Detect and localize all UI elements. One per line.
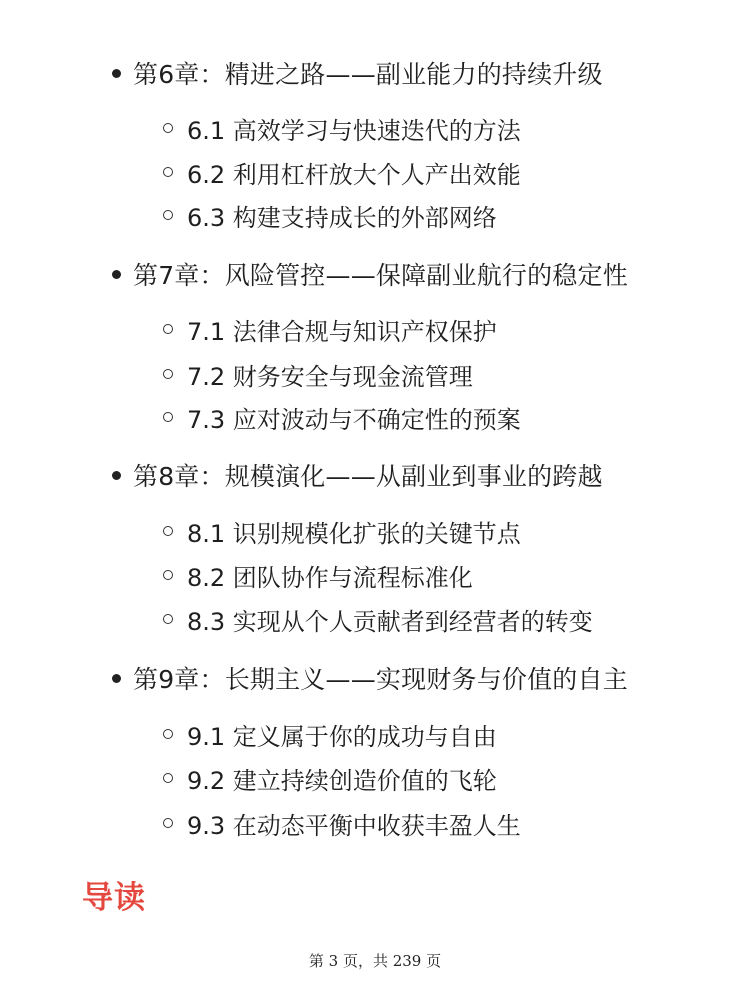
circle-bullet-icon: [163, 369, 173, 379]
section-title: 8.3 实现从个人贡献者到经营者的转变: [187, 607, 593, 636]
circle-bullet-icon: [163, 570, 173, 580]
chapter-title: 第6章：精进之路——副业能力的持续升级: [133, 60, 603, 89]
section-title: 7.2 财务安全与现金流管理: [187, 362, 473, 391]
circle-bullet-icon: [163, 210, 173, 220]
section-title: 9.1 定义属于你的成功与自由: [187, 722, 497, 751]
circle-bullet-icon: [163, 773, 173, 783]
chapter-title: 第7章：风险管控——保障副业航行的稳定性: [133, 261, 628, 290]
section-title: 6.1 高效学习与快速迭代的方法: [187, 116, 521, 145]
chapter-title: 第9章：长期主义——实现财务与价值的自主: [133, 665, 628, 694]
section-title: 7.3 应对波动与不确定性的预案: [187, 405, 521, 434]
chapter-title: 第8章：规模演化——从副业到事业的跨越: [133, 462, 603, 491]
section-9-2: [163, 760, 497, 796]
section-8-2: [163, 557, 473, 593]
section-8-1: [163, 513, 521, 549]
section-title: 8.2 团队协作与流程标准化: [187, 563, 473, 592]
circle-bullet-icon: [163, 614, 173, 624]
bullet-icon: [112, 69, 121, 78]
section-7-2: [163, 356, 473, 392]
circle-bullet-icon: [163, 123, 173, 133]
section-title: 9.2 建立持续创造价值的飞轮: [187, 766, 497, 795]
circle-bullet-icon: [163, 818, 173, 828]
chapter-9: [112, 658, 628, 698]
chapter-7: [112, 254, 628, 294]
section-6-1: [163, 110, 521, 146]
section-title: 6.2 利用杠杆放大个人产出效能: [187, 160, 521, 189]
bullet-icon: [112, 471, 121, 480]
bullet-icon: [112, 270, 121, 279]
chapter-8: [112, 455, 603, 495]
section-9-1: [163, 716, 497, 752]
chapter-6: [112, 53, 603, 93]
page-number: 第 3 页，共 239 页: [308, 952, 442, 970]
circle-bullet-icon: [163, 167, 173, 177]
section-title: 9.3 在动态平衡中收获丰盈人生: [187, 811, 521, 840]
section-8-3: [163, 601, 593, 637]
section-9-3: [163, 805, 521, 841]
bullet-icon: [112, 674, 121, 683]
circle-bullet-icon: [163, 729, 173, 739]
circle-bullet-icon: [163, 526, 173, 536]
circle-bullet-icon: [163, 324, 173, 334]
section-title: 7.1 法律合规与知识产权保护: [187, 317, 497, 346]
section-6-3: [163, 197, 497, 233]
section-heading: 导读: [82, 880, 146, 916]
section-title: 8.1 识别规模化扩张的关键节点: [187, 519, 521, 548]
circle-bullet-icon: [163, 412, 173, 422]
section-title: 6.3 构建支持成长的外部网络: [187, 203, 497, 232]
section-7-3: [163, 399, 521, 435]
section-7-1: [163, 311, 497, 347]
section-6-2: [163, 154, 521, 190]
